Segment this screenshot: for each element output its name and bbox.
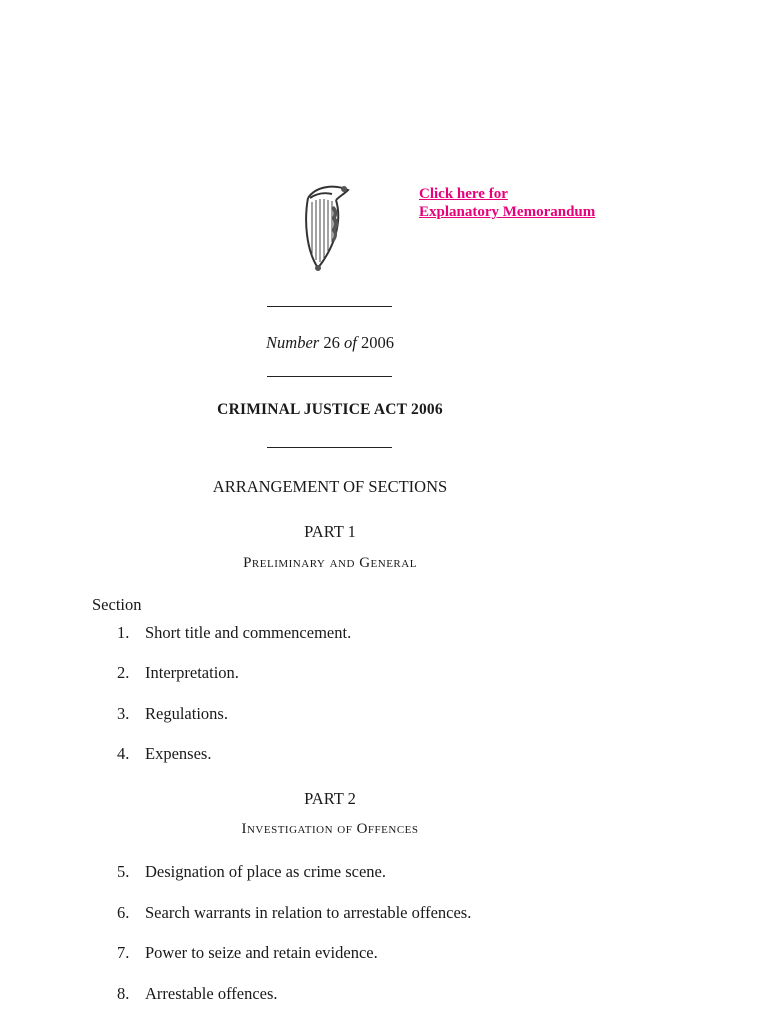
section-number: 4. bbox=[117, 744, 130, 763]
arrangement-heading: ARRANGEMENT OF SECTIONS bbox=[212, 477, 448, 496]
explanatory-memorandum-link[interactable] bbox=[419, 185, 595, 221]
section-number: 6. bbox=[117, 903, 130, 922]
section-title: Designation of place as crime scene. bbox=[145, 862, 386, 881]
list-item bbox=[117, 663, 239, 683]
section-title: Arrestable offences. bbox=[145, 984, 278, 1003]
section-number: 5. bbox=[117, 862, 130, 881]
harp-emblem-icon bbox=[296, 180, 360, 278]
section-title: Search warrants in relation to arrestable offences. bbox=[145, 903, 472, 922]
act-year: 2006 bbox=[360, 333, 394, 352]
section-title: Interpretation. bbox=[145, 663, 239, 682]
divider-rule bbox=[267, 376, 392, 377]
memo-link-line-2[interactable]: Explanatory Memorandum bbox=[419, 204, 596, 220]
section-number: 2. bbox=[117, 663, 130, 682]
divider-rule bbox=[267, 447, 392, 448]
memo-link-line-1[interactable]: Click here for bbox=[419, 186, 508, 202]
of-word: of bbox=[343, 333, 357, 352]
list-item bbox=[117, 744, 211, 764]
section-title: Short title and commencement. bbox=[145, 623, 352, 642]
act-number-line bbox=[0, 333, 660, 353]
divider-rule bbox=[267, 306, 392, 307]
section-number: 8. bbox=[117, 984, 130, 1003]
section-title: Power to seize and retain evidence. bbox=[145, 943, 378, 962]
list-item bbox=[117, 903, 471, 923]
act-number: 26 bbox=[323, 333, 340, 352]
list-item bbox=[117, 862, 386, 882]
part-1-label: PART 1 bbox=[304, 522, 356, 541]
section-number: 3. bbox=[117, 704, 130, 723]
section-title: Expenses. bbox=[145, 744, 212, 763]
part-1-title: Preliminary and General bbox=[243, 555, 417, 571]
list-item bbox=[117, 623, 351, 643]
section-number: 1. bbox=[117, 623, 130, 642]
list-item bbox=[117, 984, 278, 1004]
section-number: 7. bbox=[117, 943, 130, 962]
list-item bbox=[117, 704, 228, 724]
part-2-title: Investigation of Offences bbox=[241, 821, 419, 837]
list-item bbox=[117, 943, 378, 963]
section-column-heading: Section bbox=[92, 595, 142, 614]
section-title: Regulations. bbox=[145, 704, 228, 723]
part-2-label: PART 2 bbox=[304, 789, 356, 808]
number-word: Number bbox=[266, 333, 320, 352]
act-title: CRIMINAL JUSTICE ACT 2006 bbox=[217, 401, 443, 418]
